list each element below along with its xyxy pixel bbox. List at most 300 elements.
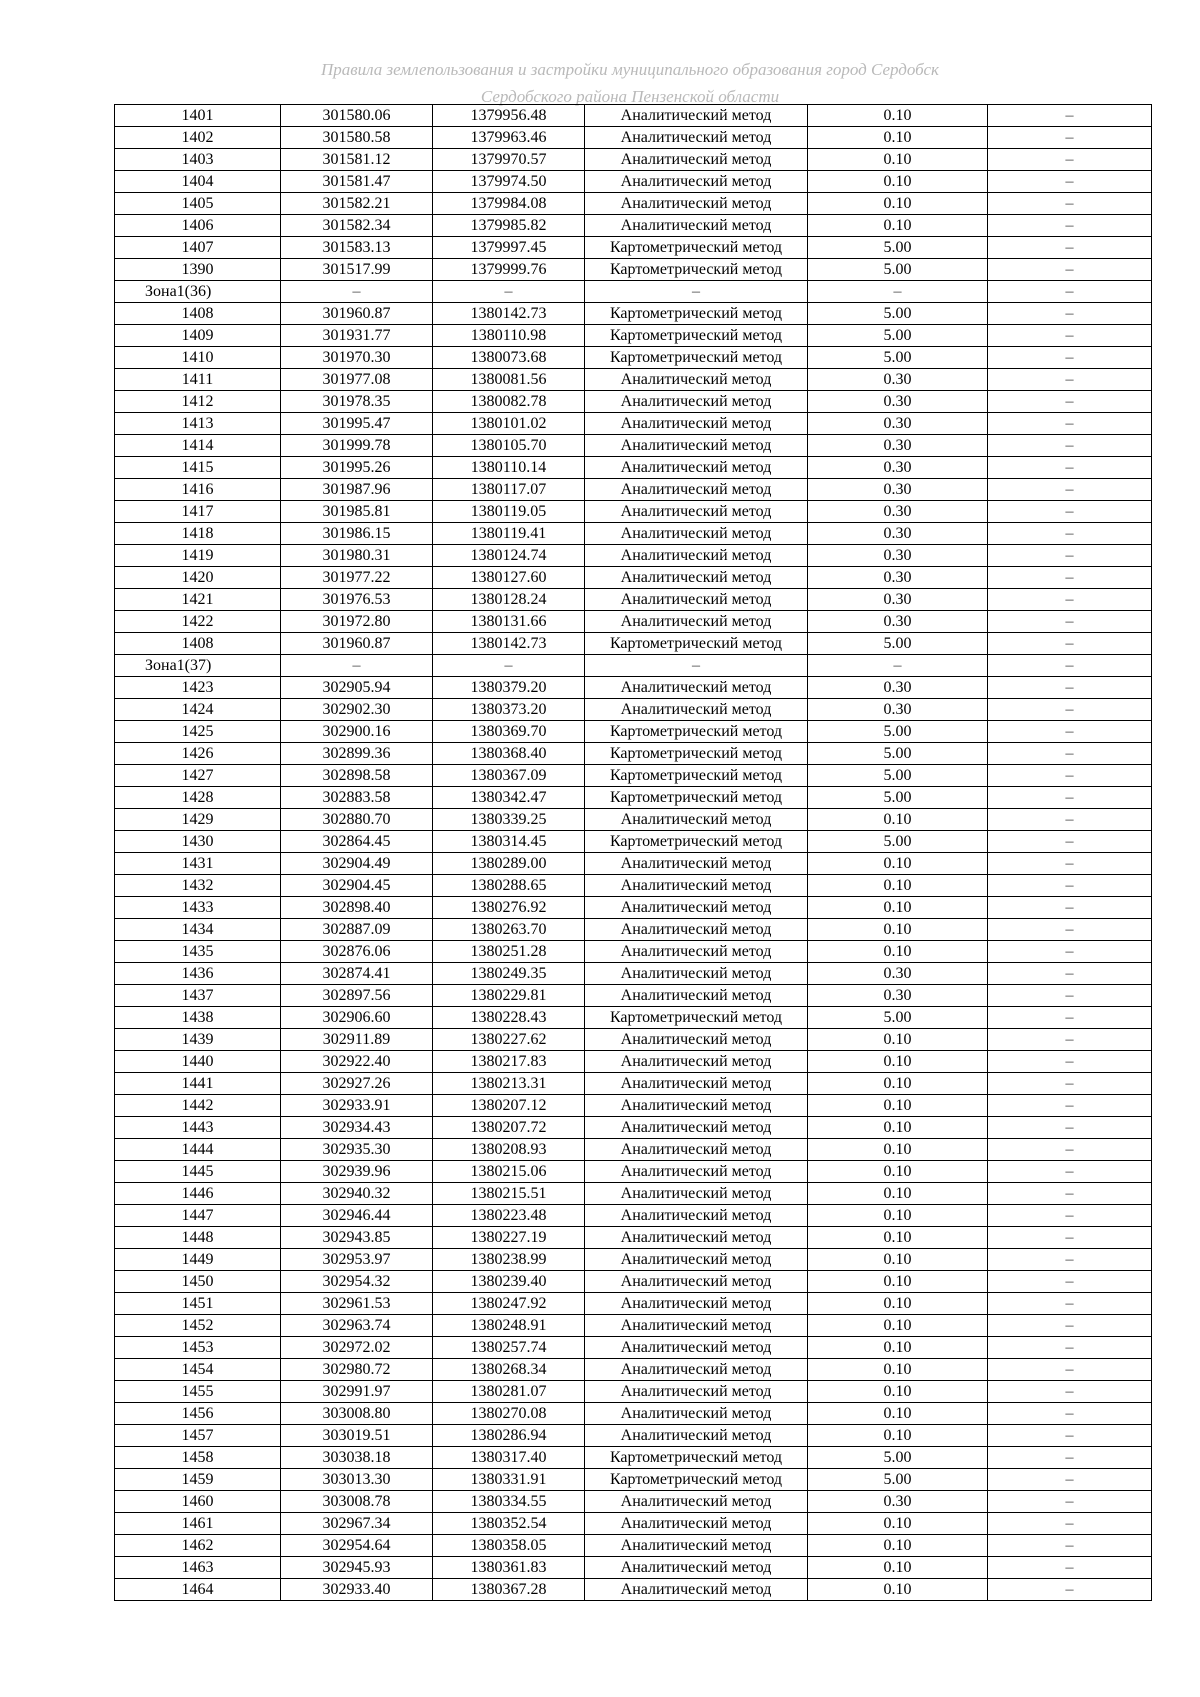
- y-coordinate-cell: 1379985.82: [433, 215, 585, 237]
- note-cell: –: [988, 1073, 1152, 1095]
- x-coordinate-cell: 302902.30: [281, 699, 433, 721]
- table-row: [115, 303, 1152, 325]
- y-coordinate-cell: 1380073.68: [433, 347, 585, 369]
- x-coordinate-cell: 302906.60: [281, 1007, 433, 1029]
- method-cell: –: [585, 655, 808, 677]
- y-coordinate-cell: 1380215.51: [433, 1183, 585, 1205]
- x-coordinate-cell: 303008.78: [281, 1491, 433, 1513]
- point-number-cell: 1419: [115, 545, 281, 567]
- table-row: [115, 369, 1152, 391]
- y-coordinate-cell: –: [433, 655, 585, 677]
- table-row: [115, 611, 1152, 633]
- method-cell: –: [585, 281, 808, 303]
- table-row: [115, 1271, 1152, 1293]
- zone-label-cell: Зона1(36): [115, 281, 281, 303]
- y-coordinate-cell: 1380248.91: [433, 1315, 585, 1337]
- note-cell: –: [988, 1337, 1152, 1359]
- accuracy-cell: 5.00: [808, 347, 988, 369]
- note-cell: –: [988, 1425, 1152, 1447]
- accuracy-cell: 0.30: [808, 413, 988, 435]
- zone-header-row: [115, 281, 1152, 303]
- zone-label-cell: Зона1(37): [115, 655, 281, 677]
- y-coordinate-cell: 1380367.28: [433, 1579, 585, 1601]
- accuracy-cell: 0.30: [808, 1491, 988, 1513]
- x-coordinate-cell: 302883.58: [281, 787, 433, 809]
- y-coordinate-cell: 1380229.81: [433, 985, 585, 1007]
- method-cell: Аналитический метод: [585, 567, 808, 589]
- x-coordinate-cell: 301995.26: [281, 457, 433, 479]
- y-coordinate-cell: 1380207.12: [433, 1095, 585, 1117]
- y-coordinate-cell: 1380208.93: [433, 1139, 585, 1161]
- method-cell: Аналитический метод: [585, 699, 808, 721]
- table-row: [115, 1469, 1152, 1491]
- method-cell: Аналитический метод: [585, 193, 808, 215]
- y-coordinate-cell: 1380288.65: [433, 875, 585, 897]
- method-cell: Аналитический метод: [585, 1491, 808, 1513]
- method-cell: Аналитический метод: [585, 413, 808, 435]
- note-cell: –: [988, 1513, 1152, 1535]
- accuracy-cell: 0.10: [808, 1315, 988, 1337]
- accuracy-cell: 0.10: [808, 171, 988, 193]
- accuracy-cell: 0.30: [808, 677, 988, 699]
- note-cell: –: [988, 545, 1152, 567]
- accuracy-cell: 0.10: [808, 1381, 988, 1403]
- y-coordinate-cell: 1380119.05: [433, 501, 585, 523]
- accuracy-cell: 5.00: [808, 325, 988, 347]
- y-coordinate-cell: 1380268.34: [433, 1359, 585, 1381]
- accuracy-cell: 0.10: [808, 809, 988, 831]
- x-coordinate-cell: 302898.40: [281, 897, 433, 919]
- y-coordinate-cell: 1379956.48: [433, 105, 585, 127]
- note-cell: –: [988, 127, 1152, 149]
- method-cell: Аналитический метод: [585, 875, 808, 897]
- accuracy-cell: 0.10: [808, 1051, 988, 1073]
- accuracy-cell: 0.30: [808, 545, 988, 567]
- y-coordinate-cell: 1380127.60: [433, 567, 585, 589]
- table-row: [115, 215, 1152, 237]
- accuracy-cell: 0.10: [808, 127, 988, 149]
- note-cell: –: [988, 1051, 1152, 1073]
- accuracy-cell: 0.10: [808, 1139, 988, 1161]
- point-number-cell: 1464: [115, 1579, 281, 1601]
- accuracy-cell: –: [808, 655, 988, 677]
- point-number-cell: 1408: [115, 633, 281, 655]
- method-cell: Картометрический метод: [585, 237, 808, 259]
- point-number-cell: 1445: [115, 1161, 281, 1183]
- x-coordinate-cell: 303038.18: [281, 1447, 433, 1469]
- x-coordinate-cell: –: [281, 281, 433, 303]
- method-cell: Аналитический метод: [585, 1359, 808, 1381]
- y-coordinate-cell: 1380352.54: [433, 1513, 585, 1535]
- point-number-cell: 1450: [115, 1271, 281, 1293]
- note-cell: –: [988, 853, 1152, 875]
- x-coordinate-cell: 301970.30: [281, 347, 433, 369]
- method-cell: Аналитический метод: [585, 941, 808, 963]
- y-coordinate-cell: 1380101.02: [433, 413, 585, 435]
- method-cell: Картометрический метод: [585, 1447, 808, 1469]
- y-coordinate-cell: 1380223.48: [433, 1205, 585, 1227]
- table-row: [115, 105, 1152, 127]
- y-coordinate-cell: 1380249.35: [433, 963, 585, 985]
- y-coordinate-cell: 1380081.56: [433, 369, 585, 391]
- table-row: [115, 1579, 1152, 1601]
- table-row: [115, 193, 1152, 215]
- point-number-cell: 1420: [115, 567, 281, 589]
- accuracy-cell: 0.30: [808, 963, 988, 985]
- coordinates-table: [114, 104, 1152, 1601]
- method-cell: Аналитический метод: [585, 1139, 808, 1161]
- x-coordinate-cell: 301931.77: [281, 325, 433, 347]
- method-cell: Аналитический метод: [585, 545, 808, 567]
- point-number-cell: 1412: [115, 391, 281, 413]
- note-cell: –: [988, 1447, 1152, 1469]
- point-number-cell: 1457: [115, 1425, 281, 1447]
- table-row: [115, 171, 1152, 193]
- x-coordinate-cell: 301581.47: [281, 171, 433, 193]
- point-number-cell: 1426: [115, 743, 281, 765]
- table-row: [115, 1161, 1152, 1183]
- note-cell: –: [988, 809, 1152, 831]
- y-coordinate-cell: 1380228.43: [433, 1007, 585, 1029]
- note-cell: –: [988, 1095, 1152, 1117]
- table-row: [115, 963, 1152, 985]
- y-coordinate-cell: 1380257.74: [433, 1337, 585, 1359]
- table-row: [115, 985, 1152, 1007]
- y-coordinate-cell: 1380263.70: [433, 919, 585, 941]
- note-cell: –: [988, 1249, 1152, 1271]
- table-row: [115, 589, 1152, 611]
- y-coordinate-cell: 1380281.07: [433, 1381, 585, 1403]
- table-row: [115, 391, 1152, 413]
- note-cell: –: [988, 1381, 1152, 1403]
- method-cell: Аналитический метод: [585, 589, 808, 611]
- x-coordinate-cell: 302991.97: [281, 1381, 433, 1403]
- x-coordinate-cell: 302943.85: [281, 1227, 433, 1249]
- header-line-1: Правила землепользования и застройки муниципального образования город Сердобск: [320, 60, 939, 79]
- y-coordinate-cell: 1380314.45: [433, 831, 585, 853]
- accuracy-cell: 0.30: [808, 523, 988, 545]
- accuracy-cell: 5.00: [808, 831, 988, 853]
- method-cell: Аналитический метод: [585, 897, 808, 919]
- method-cell: Аналитический метод: [585, 215, 808, 237]
- note-cell: –: [988, 655, 1152, 677]
- y-coordinate-cell: 1380124.74: [433, 545, 585, 567]
- method-cell: Картометрический метод: [585, 325, 808, 347]
- note-cell: –: [988, 523, 1152, 545]
- table-row: [115, 457, 1152, 479]
- x-coordinate-cell: 302880.70: [281, 809, 433, 831]
- point-number-cell: 1444: [115, 1139, 281, 1161]
- point-number-cell: 1423: [115, 677, 281, 699]
- note-cell: –: [988, 941, 1152, 963]
- note-cell: –: [988, 1271, 1152, 1293]
- point-number-cell: 1430: [115, 831, 281, 853]
- point-number-cell: 1410: [115, 347, 281, 369]
- note-cell: –: [988, 479, 1152, 501]
- table-row: [115, 1425, 1152, 1447]
- method-cell: Аналитический метод: [585, 1029, 808, 1051]
- table-row: [115, 1029, 1152, 1051]
- y-coordinate-cell: 1380131.66: [433, 611, 585, 633]
- point-number-cell: 1405: [115, 193, 281, 215]
- note-cell: –: [988, 1403, 1152, 1425]
- accuracy-cell: 0.10: [808, 897, 988, 919]
- accuracy-cell: 5.00: [808, 743, 988, 765]
- point-number-cell: 1429: [115, 809, 281, 831]
- point-number-cell: 1431: [115, 853, 281, 875]
- method-cell: Аналитический метод: [585, 963, 808, 985]
- method-cell: Аналитический метод: [585, 1073, 808, 1095]
- table-row: [115, 435, 1152, 457]
- method-cell: Аналитический метод: [585, 1381, 808, 1403]
- x-coordinate-cell: 302922.40: [281, 1051, 433, 1073]
- table-row: [115, 919, 1152, 941]
- y-coordinate-cell: 1379997.45: [433, 237, 585, 259]
- x-coordinate-cell: 302935.30: [281, 1139, 433, 1161]
- table-row: [115, 259, 1152, 281]
- method-cell: Картометрический метод: [585, 787, 808, 809]
- point-number-cell: 1437: [115, 985, 281, 1007]
- point-number-cell: 1459: [115, 1469, 281, 1491]
- y-coordinate-cell: 1380110.14: [433, 457, 585, 479]
- method-cell: Картометрический метод: [585, 765, 808, 787]
- x-coordinate-cell: 302945.93: [281, 1557, 433, 1579]
- accuracy-cell: 0.10: [808, 1557, 988, 1579]
- method-cell: Аналитический метод: [585, 1205, 808, 1227]
- x-coordinate-cell: 301978.35: [281, 391, 433, 413]
- note-cell: –: [988, 149, 1152, 171]
- method-cell: Аналитический метод: [585, 985, 808, 1007]
- point-number-cell: 1425: [115, 721, 281, 743]
- accuracy-cell: 0.10: [808, 1535, 988, 1557]
- x-coordinate-cell: 302933.40: [281, 1579, 433, 1601]
- accuracy-cell: –: [808, 281, 988, 303]
- method-cell: Аналитический метод: [585, 1095, 808, 1117]
- method-cell: Аналитический метод: [585, 853, 808, 875]
- zone-header-row: [115, 655, 1152, 677]
- accuracy-cell: 0.10: [808, 1425, 988, 1447]
- point-number-cell: 1415: [115, 457, 281, 479]
- point-number-cell: 1454: [115, 1359, 281, 1381]
- x-coordinate-cell: 302980.72: [281, 1359, 433, 1381]
- accuracy-cell: 5.00: [808, 237, 988, 259]
- table-row: [115, 1249, 1152, 1271]
- table-row: [115, 1491, 1152, 1513]
- y-coordinate-cell: 1380142.73: [433, 633, 585, 655]
- method-cell: Аналитический метод: [585, 1271, 808, 1293]
- x-coordinate-cell: 302864.45: [281, 831, 433, 853]
- table-row: [115, 1117, 1152, 1139]
- accuracy-cell: 0.10: [808, 215, 988, 237]
- point-number-cell: 1438: [115, 1007, 281, 1029]
- table-row: [115, 1007, 1152, 1029]
- point-number-cell: 1411: [115, 369, 281, 391]
- table-row: [115, 1205, 1152, 1227]
- table-row: [115, 677, 1152, 699]
- point-number-cell: 1401: [115, 105, 281, 127]
- x-coordinate-cell: –: [281, 655, 433, 677]
- point-number-cell: 1435: [115, 941, 281, 963]
- note-cell: –: [988, 1183, 1152, 1205]
- point-number-cell: 1441: [115, 1073, 281, 1095]
- method-cell: Аналитический метод: [585, 369, 808, 391]
- table-row: [115, 633, 1152, 655]
- table-row: [115, 523, 1152, 545]
- table-row: [115, 1535, 1152, 1557]
- accuracy-cell: 5.00: [808, 765, 988, 787]
- method-cell: Аналитический метод: [585, 1513, 808, 1535]
- note-cell: –: [988, 765, 1152, 787]
- y-coordinate-cell: 1380105.70: [433, 435, 585, 457]
- accuracy-cell: 5.00: [808, 303, 988, 325]
- y-coordinate-cell: 1380128.24: [433, 589, 585, 611]
- note-cell: –: [988, 699, 1152, 721]
- x-coordinate-cell: 302911.89: [281, 1029, 433, 1051]
- x-coordinate-cell: 302961.53: [281, 1293, 433, 1315]
- method-cell: Аналитический метод: [585, 1293, 808, 1315]
- note-cell: –: [988, 413, 1152, 435]
- table-row: [115, 831, 1152, 853]
- point-number-cell: 1421: [115, 589, 281, 611]
- note-cell: –: [988, 1293, 1152, 1315]
- note-cell: –: [988, 215, 1152, 237]
- y-coordinate-cell: 1380358.05: [433, 1535, 585, 1557]
- method-cell: Картометрический метод: [585, 347, 808, 369]
- accuracy-cell: 0.10: [808, 1073, 988, 1095]
- method-cell: Аналитический метод: [585, 457, 808, 479]
- note-cell: –: [988, 457, 1152, 479]
- y-coordinate-cell: 1380334.55: [433, 1491, 585, 1513]
- note-cell: –: [988, 677, 1152, 699]
- x-coordinate-cell: 301995.47: [281, 413, 433, 435]
- table-row: [115, 325, 1152, 347]
- point-number-cell: 1456: [115, 1403, 281, 1425]
- point-number-cell: 1402: [115, 127, 281, 149]
- y-coordinate-cell: 1380110.98: [433, 325, 585, 347]
- y-coordinate-cell: 1380369.70: [433, 721, 585, 743]
- x-coordinate-cell: 301972.80: [281, 611, 433, 633]
- note-cell: –: [988, 501, 1152, 523]
- y-coordinate-cell: 1380251.28: [433, 941, 585, 963]
- table-row: [115, 127, 1152, 149]
- point-number-cell: 1451: [115, 1293, 281, 1315]
- note-cell: –: [988, 281, 1152, 303]
- method-cell: Аналитический метод: [585, 127, 808, 149]
- x-coordinate-cell: 302927.26: [281, 1073, 433, 1095]
- point-number-cell: 1433: [115, 897, 281, 919]
- x-coordinate-cell: 302900.16: [281, 721, 433, 743]
- method-cell: Аналитический метод: [585, 1535, 808, 1557]
- accuracy-cell: 0.10: [808, 1337, 988, 1359]
- x-coordinate-cell: 302898.58: [281, 765, 433, 787]
- table-row: [115, 1403, 1152, 1425]
- table-row: [115, 1293, 1152, 1315]
- point-number-cell: 1442: [115, 1095, 281, 1117]
- method-cell: Аналитический метод: [585, 1161, 808, 1183]
- accuracy-cell: 0.10: [808, 1161, 988, 1183]
- method-cell: Аналитический метод: [585, 105, 808, 127]
- point-number-cell: 1439: [115, 1029, 281, 1051]
- accuracy-cell: 0.30: [808, 567, 988, 589]
- header-line-2: Сердобского района Пензенской области: [480, 87, 780, 106]
- x-coordinate-cell: 301582.21: [281, 193, 433, 215]
- x-coordinate-cell: 302905.94: [281, 677, 433, 699]
- note-cell: –: [988, 105, 1152, 127]
- table-row: [115, 1557, 1152, 1579]
- method-cell: Аналитический метод: [585, 1337, 808, 1359]
- x-coordinate-cell: 301581.12: [281, 149, 433, 171]
- table-row: [115, 1095, 1152, 1117]
- point-number-cell: 1406: [115, 215, 281, 237]
- y-coordinate-cell: 1380339.25: [433, 809, 585, 831]
- accuracy-cell: 0.30: [808, 611, 988, 633]
- note-cell: –: [988, 1579, 1152, 1601]
- accuracy-cell: 0.30: [808, 435, 988, 457]
- x-coordinate-cell: 302899.36: [281, 743, 433, 765]
- point-number-cell: 1418: [115, 523, 281, 545]
- table-row: [115, 941, 1152, 963]
- note-cell: –: [988, 1205, 1152, 1227]
- table-row: [115, 897, 1152, 919]
- y-coordinate-cell: 1380361.83: [433, 1557, 585, 1579]
- x-coordinate-cell: 302967.34: [281, 1513, 433, 1535]
- accuracy-cell: 0.30: [808, 457, 988, 479]
- point-number-cell: 1449: [115, 1249, 281, 1271]
- note-cell: –: [988, 875, 1152, 897]
- accuracy-cell: 0.10: [808, 149, 988, 171]
- accuracy-cell: 0.10: [808, 105, 988, 127]
- x-coordinate-cell: 301986.15: [281, 523, 433, 545]
- accuracy-cell: 0.10: [808, 1227, 988, 1249]
- x-coordinate-cell: 301999.78: [281, 435, 433, 457]
- method-cell: Аналитический метод: [585, 1117, 808, 1139]
- x-coordinate-cell: 302946.44: [281, 1205, 433, 1227]
- note-cell: –: [988, 1161, 1152, 1183]
- method-cell: Аналитический метод: [585, 919, 808, 941]
- point-number-cell: 1460: [115, 1491, 281, 1513]
- point-number-cell: 1427: [115, 765, 281, 787]
- point-number-cell: 1447: [115, 1205, 281, 1227]
- x-coordinate-cell: 302939.96: [281, 1161, 433, 1183]
- method-cell: Картометрический метод: [585, 303, 808, 325]
- table-row: [115, 1315, 1152, 1337]
- method-cell: Аналитический метод: [585, 523, 808, 545]
- method-cell: Аналитический метод: [585, 1403, 808, 1425]
- point-number-cell: 1422: [115, 611, 281, 633]
- x-coordinate-cell: 302904.45: [281, 875, 433, 897]
- accuracy-cell: 0.30: [808, 391, 988, 413]
- accuracy-cell: 0.30: [808, 985, 988, 1007]
- x-coordinate-cell: 301987.96: [281, 479, 433, 501]
- method-cell: Картометрический метод: [585, 831, 808, 853]
- note-cell: –: [988, 1315, 1152, 1337]
- accuracy-cell: 0.10: [808, 1359, 988, 1381]
- coordinates-table-body: [115, 105, 1152, 1601]
- method-cell: Картометрический метод: [585, 1007, 808, 1029]
- note-cell: –: [988, 963, 1152, 985]
- point-number-cell: 1458: [115, 1447, 281, 1469]
- table-row: [115, 1183, 1152, 1205]
- y-coordinate-cell: 1379984.08: [433, 193, 585, 215]
- y-coordinate-cell: 1380227.62: [433, 1029, 585, 1051]
- y-coordinate-cell: 1380213.31: [433, 1073, 585, 1095]
- table-row: [115, 853, 1152, 875]
- x-coordinate-cell: 302940.32: [281, 1183, 433, 1205]
- method-cell: Картометрический метод: [585, 1469, 808, 1491]
- y-coordinate-cell: 1380270.08: [433, 1403, 585, 1425]
- method-cell: Аналитический метод: [585, 809, 808, 831]
- accuracy-cell: 0.10: [808, 1403, 988, 1425]
